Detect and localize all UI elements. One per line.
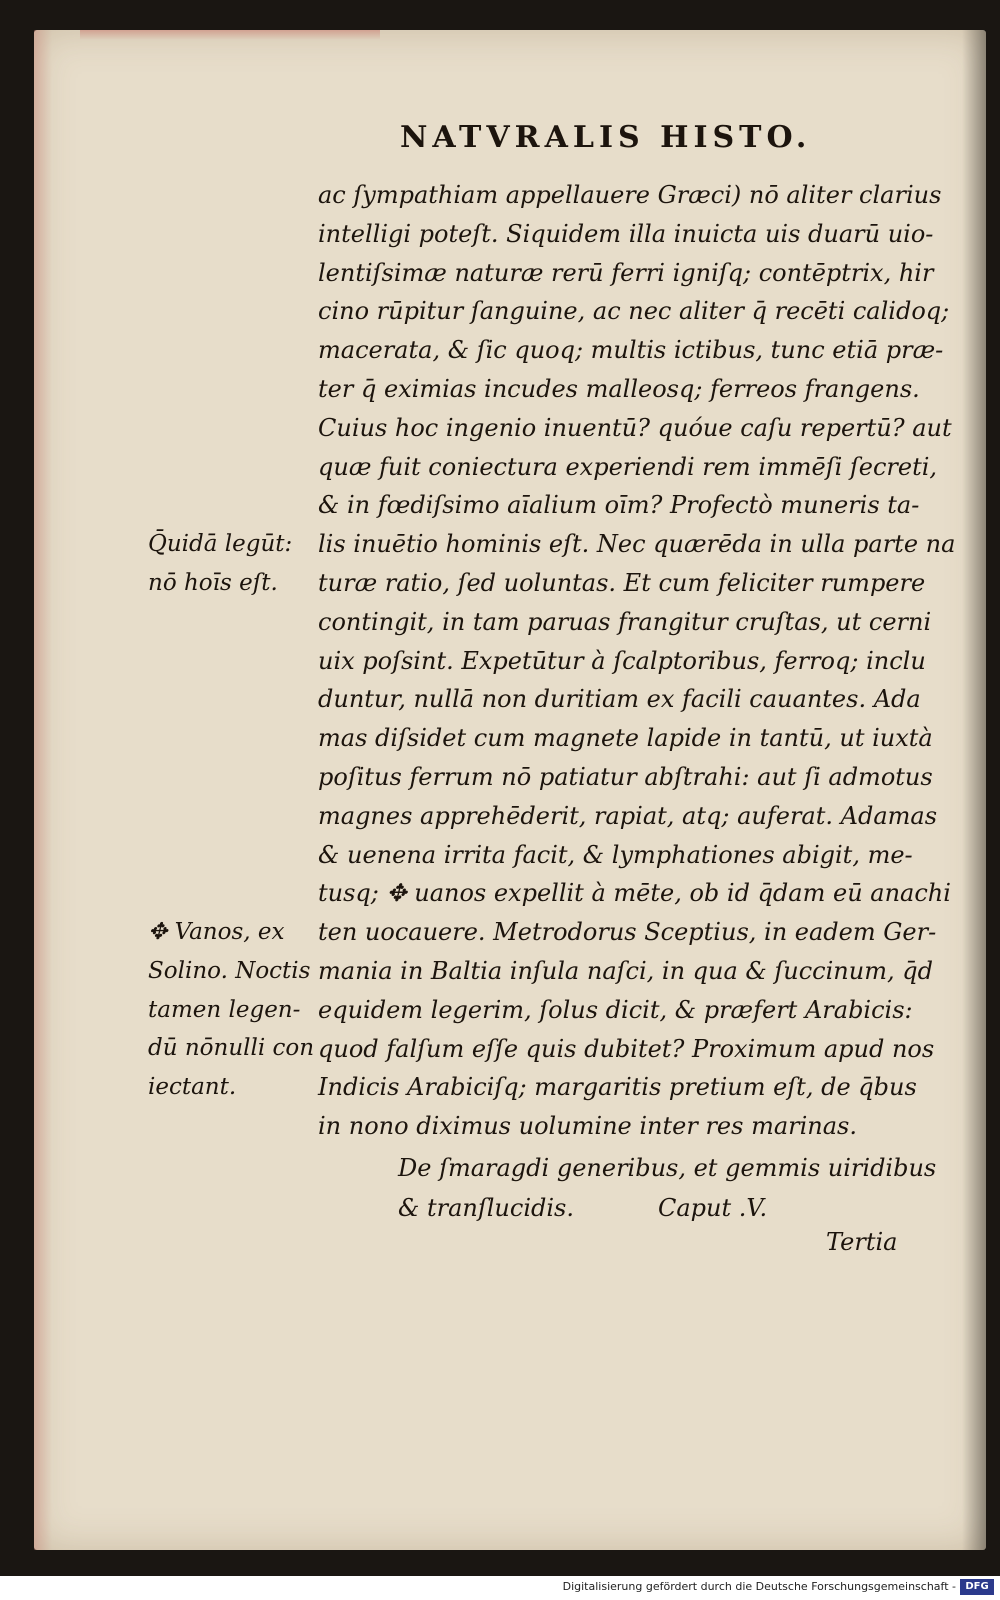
text-line: lentiſsimæ naturæ rerū ferri igniſq; contēptrix, hir	[318, 258, 934, 287]
funding-credit: Digitalisierung gefördert durch die Deutsche Forschungsgemeinschaft -	[562, 1580, 956, 1593]
text-line: intelligi poteſt. Siquidem illa inuicta uis duarū uio-	[318, 219, 934, 248]
text-line: & uenena irrita facit, & lymphationes abigit, me-	[318, 840, 913, 869]
margin-note-line: tamen legen-	[148, 996, 301, 1023]
text-line: quod falſum eſſe quis dubitet? Proximum apud nos	[318, 1034, 935, 1063]
margin-note-line: iectant.	[148, 1074, 237, 1101]
catchword: Tertia	[826, 1228, 898, 1256]
text-line: ten uocauere. Metrodorus Sceptius, in eadem Ger-	[318, 918, 937, 947]
text-line: Cuius hoc ingenio inuentū? quóue caſu repertū? aut	[318, 413, 952, 442]
margin-note-line: ✥ Vanos, ex	[148, 919, 285, 945]
text-line: ac ſympathiam appellauere Græci) nō aliter clarius	[318, 181, 942, 209]
page-edge-stain-top	[80, 30, 380, 40]
margin-note-line: dū nōnulli con	[148, 1035, 315, 1062]
margin-note	[148, 525, 320, 603]
page-edge-shadow-right	[962, 30, 986, 1550]
text-line: & in fœdiſsimo aīalium oīm? Profectò muneris ta-	[318, 491, 920, 520]
dfg-logo: DFG	[960, 1579, 994, 1595]
text-line: mania in Baltia inſula naſci, in qua & ſuccinum, q̄d	[318, 956, 933, 985]
caput-label: Caput .V.	[658, 1194, 768, 1222]
text-line: equidem legerim, ſolus dicit, & præfert Arabicis:	[318, 995, 913, 1024]
chapter-heading-tail: & tranſlucidis.	[398, 1194, 574, 1222]
text-line: mas diſsidet cum magnete lapide in tantū, ut iuxtà	[318, 724, 933, 753]
chapter-heading-line: De ſmaragdi generibus, et gemmis uiridibus	[398, 1154, 937, 1182]
text-line: cino rūpitur ſanguine, ac nec aliter q̄ recēti calidoq;	[318, 297, 950, 326]
text-line: uix poſsint. Expetūtur à ſcalptoribus, ferroq; inclu	[318, 646, 926, 675]
margin-note-line: Q̄uidā legūt:	[148, 531, 293, 557]
text-line: poſitus ferrum nō patiatur abſtrahi: aut ſi admotus	[318, 762, 933, 791]
text-line: ter q̄ eximias incudes malleosq; ferreos frangens.	[318, 374, 920, 403]
margin-note	[148, 913, 320, 1107]
text-line: magnes apprehēderit, rapiat, atq; auferat. Adamas	[318, 801, 938, 830]
text-line: contingit, in tam paruas frangitur cruſtas, ut cerni	[318, 607, 932, 636]
text-line: duntur, nullā non duritiam ex facili cauantes. Ada	[318, 685, 921, 714]
main-text-block	[318, 176, 956, 1146]
footer-bar	[0, 1576, 1000, 1600]
text-line: in nono diximus uolumine inter res marinas.	[318, 1112, 858, 1141]
text-line: tusq; ✥ uanos expellit à mēte, ob id q̄dam eū anachi	[318, 879, 951, 908]
margin-note-line: Solino. Noctis	[148, 957, 311, 984]
chapter-heading	[398, 1148, 938, 1228]
chapter-heading-line	[398, 1188, 938, 1228]
running-title: NATVRALIS HISTO.	[400, 120, 812, 155]
text-line: turæ ratio, ſed uoluntas. Et cum feliciter rumpere	[318, 568, 926, 597]
margin-note-line: nō hoīs eſt.	[148, 569, 278, 596]
text-line: lis inuētio hominis eſt. Nec quærēda in ulla parte na	[318, 530, 956, 559]
text-line: Indicis Arabiciſq; margaritis pretium eſt, de q̄bus	[318, 1073, 917, 1102]
text-line: macerata, & ſic quoq; multis ictibus, tunc etiā præ-	[318, 336, 944, 365]
text-line: quæ fuit coniectura experiendi rem immēſi ſecreti,	[318, 452, 938, 481]
page-edge-stain-left	[34, 30, 52, 1550]
